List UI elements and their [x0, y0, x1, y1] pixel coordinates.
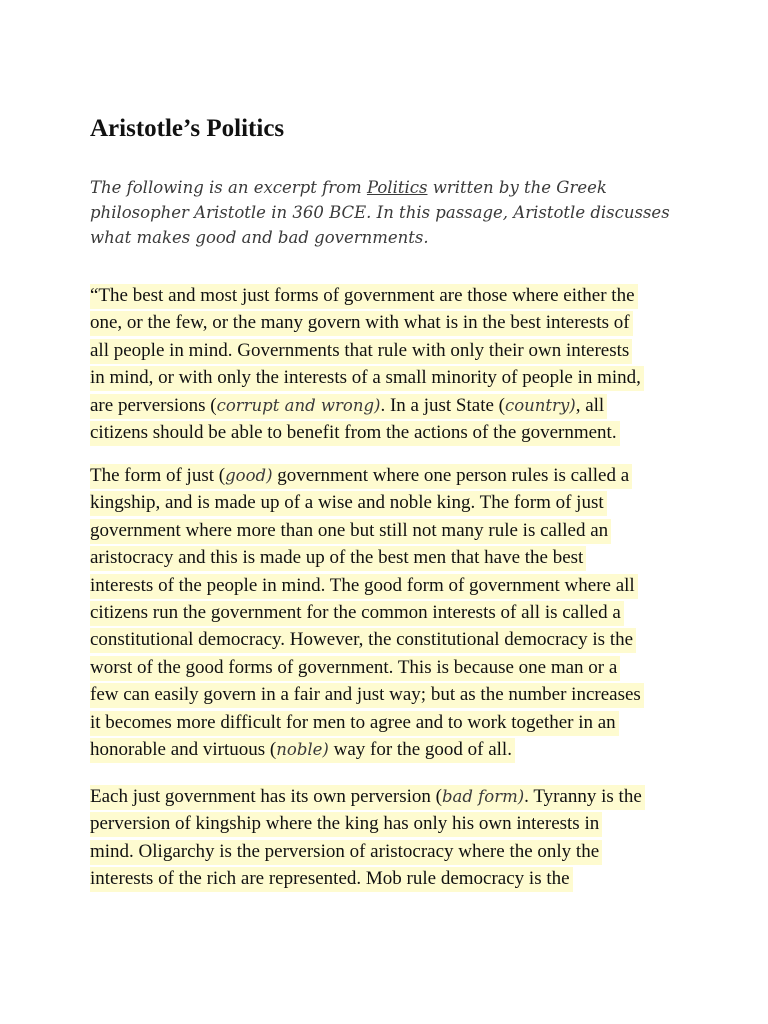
text-line [90, 599, 730, 626]
highlighted-text: one, or the few, or the many govern with what is in the best interests of [90, 311, 633, 336]
text-line [90, 736, 730, 763]
text-line [90, 681, 730, 708]
highlighted-text: mind. Oligarchy is the perversion of aristocracy where the only the [90, 840, 602, 865]
text-segment: Each just government has its own perversion ( [90, 786, 442, 807]
intro-line-1 [90, 175, 730, 200]
text-line [90, 364, 730, 391]
text-line [90, 783, 730, 810]
text-line [90, 572, 730, 599]
text-segment: . In a just State ( [380, 394, 505, 416]
highlighted-text: interests of the people in mind. The good form of government where all [90, 574, 638, 599]
gloss-definition: noble) [276, 740, 329, 760]
intro-paragraph [90, 175, 730, 250]
gloss-definition: country) [505, 395, 576, 415]
text-segment: . Tyranny is the [524, 786, 642, 807]
text-line [90, 865, 730, 892]
highlighted-text: aristocracy and this is made up of the best men that have the best [90, 546, 586, 571]
highlighted-text: citizens run the government for the common interests of all is called a [90, 601, 624, 626]
highlighted-text: in mind, or with only the interests of a small minority of people in mind, [90, 366, 644, 391]
text-segment: government where one person rules is called a [272, 465, 630, 486]
text-line [90, 544, 730, 571]
intro-line-2: philosopher Aristotle in 360 BCE. In this passage, Aristotle discusses [90, 203, 670, 222]
text-segment: , all [575, 394, 605, 416]
highlighted-text: perversion of kingship where the king has only his own interests in [90, 812, 602, 837]
paragraph-2 [90, 462, 730, 763]
text-line [90, 517, 730, 544]
intro-line-3: what makes good and bad governments. [90, 228, 429, 247]
text-line [90, 489, 730, 516]
text-line [90, 838, 730, 865]
text-segment: are perversions ( [90, 394, 217, 416]
text-line [90, 654, 730, 681]
text-segment: honorable and virtuous ( [90, 739, 277, 761]
highlighted-text: worst of the good forms of government. This is because one man or a [90, 656, 620, 681]
intro-text: The following is an excerpt from [90, 178, 367, 197]
highlighted-text: “The best and most just forms of government are those where either the [90, 284, 638, 309]
text-line [90, 282, 730, 309]
highlighted-text [90, 738, 515, 763]
gloss-definition: corrupt and wrong) [216, 395, 381, 415]
book-title: Politics [366, 178, 428, 197]
text-line [90, 392, 730, 419]
document-title: Aristotle’s Politics [90, 115, 285, 142]
text-line [90, 462, 730, 489]
intro-text: written by the Greek [427, 178, 607, 197]
text-line [90, 709, 730, 736]
highlighted-text: it becomes more difficult for men to agree and to work together in an [90, 711, 619, 736]
highlighted-text [90, 785, 645, 810]
paragraph-1 [90, 282, 730, 446]
text-line [90, 309, 730, 336]
highlighted-text: all people in mind. Governments that rule with only their own interests [90, 339, 632, 364]
text-segment: The form of just ( [90, 465, 226, 486]
text-line [90, 419, 730, 446]
highlighted-text: few can easily govern in a fair and just way; but as the number increases [90, 683, 644, 708]
highlighted-text: government where more than one but still not many rule is called an [90, 519, 611, 544]
gloss-definition: bad form) [441, 787, 525, 806]
highlighted-text [90, 394, 607, 419]
highlighted-text [90, 464, 632, 489]
highlighted-text: citizens should be able to benefit from the actions of the government. [90, 421, 620, 446]
highlighted-text: interests of the rich are represented. Mob rule democracy is the [90, 867, 573, 892]
gloss-definition: good) [225, 466, 273, 485]
text-line [90, 626, 730, 653]
text-line [90, 810, 730, 837]
highlighted-text: kingship, and is made up of a wise and noble king. The form of just [90, 491, 607, 516]
text-line [90, 337, 730, 364]
paragraph-3 [90, 783, 730, 893]
highlighted-text: constitutional democracy. However, the constitutional democracy is the [90, 628, 636, 653]
text-segment: way for the good of all. [328, 739, 512, 761]
